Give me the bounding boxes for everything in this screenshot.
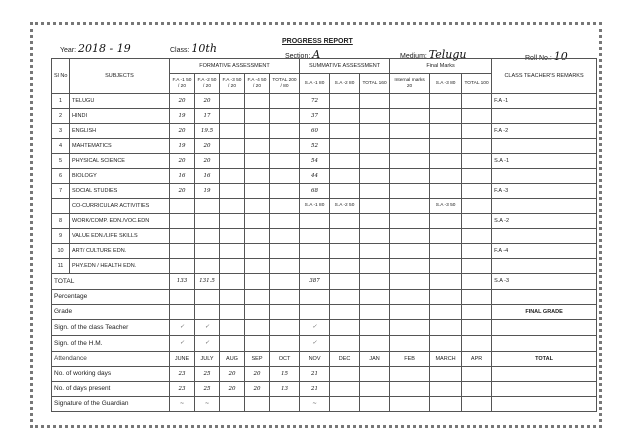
present-days-label: No. of days present [52,382,170,397]
row-number [52,199,70,214]
class-value: 10th [191,42,217,55]
month-header: DEC [330,352,360,367]
sa1-mark: 52 [300,139,330,154]
fa1-header: F.A -1 50 / 20 [170,74,195,94]
final-total-header: TOTAL 100 [462,74,492,94]
row-number: 9 [52,229,70,244]
subject-name: WORK/COMP. EDN./VOC.EDN [70,214,170,229]
fa1-mark: 20 [170,154,195,169]
row-number: 3 [52,124,70,139]
subject-name: MAHTEMATICS [70,139,170,154]
working-days-value: 21 [300,367,330,382]
row-number: 2 [52,109,70,124]
remarks-header: CLASS TEACHER'S REMARKS [492,59,597,94]
subject-name: TELUGU [70,94,170,109]
sa2-header: S.A -2 80 [330,74,360,94]
fa3-header: F.A -3 50 / 20 [220,74,245,94]
month-header: JAN [360,352,390,367]
hm-signature: ✓ [300,336,330,352]
teacher-signature: ✓ [195,320,220,336]
sa1-mark: 54 [300,154,330,169]
present-days-value: 20 [245,382,270,397]
fa1-mark: 19 [170,109,195,124]
present-days-value: 13 [270,382,300,397]
month-header: AUG [220,352,245,367]
remark-cell: S.A -3 [492,274,597,290]
remark-cell: F.A -1 [492,94,597,109]
guardian-signature: ~ [300,397,330,412]
grade-label: Grade [52,305,170,320]
remark-cell [492,199,597,214]
coc-sa3: S.A -3 50 [430,199,462,214]
total-sa1: 387 [300,274,330,290]
remark-cell: F.A -3 [492,184,597,199]
subject-name: ENGLISH [70,124,170,139]
fa2-mark: 20 [195,154,220,169]
fa1-mark: 20 [170,184,195,199]
fa1-mark: 19 [170,139,195,154]
present-days-value: 25 [195,382,220,397]
total-fa1: 133 [170,274,195,290]
month-header: MARCH [430,352,462,367]
sl-no-header: Sl No [52,59,70,94]
fa1-mark: 20 [170,94,195,109]
percentage-label: Percentage [52,290,170,305]
year-value: 2018 - 19 [78,42,131,55]
row-number: 7 [52,184,70,199]
attendance-label: Attendance [52,352,170,367]
fa2-mark: 17 [195,109,220,124]
subject-name: PHYSICAL SCIENCE [70,154,170,169]
total-fa2: 131.5 [195,274,220,290]
formative-header: FORMATIVE ASSESSMENT [170,59,300,74]
fa2-header: F.A -2 50 / 20 [195,74,220,94]
month-header: JUNE [170,352,195,367]
sa3-header: S.A -3 80 [430,74,462,94]
guardian-signature: ~ [170,397,195,412]
row-number: 5 [52,154,70,169]
subject-name: CO-CURRICULAR ACTIVITIES [70,199,170,214]
fa1-mark: 16 [170,169,195,184]
section-label: Section: [285,53,311,60]
sa-total-header: TOTAL 160 [360,74,390,94]
present-days-value: 21 [300,382,330,397]
remark-cell: S.A -2 [492,214,597,229]
total-label: TOTAL [52,274,170,290]
month-header: JULY [195,352,220,367]
fa2-mark: 16 [195,169,220,184]
final-grade-label: FINAL GRADE [492,305,597,320]
rollno-value: 10 [553,50,568,63]
year-label: Year: [60,47,77,54]
month-header: OCT [270,352,300,367]
summative-header: SUMMATIVE ASSESSMENT [300,59,390,74]
internal-header: Internal marks 20 [390,74,430,94]
guardian-sign-label: Signature of the Guardian [52,397,170,412]
rollno-label: Roll No.: [525,55,552,62]
subjects-header: SUBJECTS [70,59,170,94]
fa1-mark: 20 [170,124,195,139]
fa2-mark: 20 [195,94,220,109]
remark-cell [492,109,597,124]
row-number: 4 [52,139,70,154]
fa2-mark: 20 [195,139,220,154]
sa1-mark: 44 [300,169,330,184]
sa1-header: S.A -1 80 [300,74,330,94]
final-marks-header: Final Marks [390,59,492,74]
section-value: A [312,48,321,61]
teacher-signature: ✓ [170,320,195,336]
present-days-value: 23 [170,382,195,397]
month-header: NOV [300,352,330,367]
remark-cell [492,169,597,184]
month-header: SEP [245,352,270,367]
row-number: 10 [52,244,70,259]
subject-name: HINDI [70,109,170,124]
month-header: TOTAL [492,352,597,367]
month-header: APR [462,352,492,367]
row-number: 11 [52,259,70,274]
working-days-value: 20 [245,367,270,382]
teacher-sign-label: Sign. of the class Teacher [52,320,170,336]
subject-name: PHY.EDN / HEALTH EDN. [70,259,170,274]
working-days-label: No. of working days [52,367,170,382]
medium-label: Medium: [400,53,427,60]
subject-name: VALUE EDN./LIFE SKILLS [70,229,170,244]
fa2-mark: 19 [195,184,220,199]
row-number: 6 [52,169,70,184]
coc-sa1: S.A -1 80 [300,199,330,214]
row-number: 1 [52,94,70,109]
guardian-signature: ~ [195,397,220,412]
subject-name: BIOLOGY [70,169,170,184]
sa1-mark: 60 [300,124,330,139]
class-label: Class: [170,47,190,54]
fa4-header: F.A -4 50 / 20 [245,74,270,94]
hm-signature: ✓ [170,336,195,352]
month-header: FEB [390,352,430,367]
sa1-mark: 72 [300,94,330,109]
remark-cell [492,259,597,274]
progress-table [51,58,597,412]
sa1-mark: 37 [300,109,330,124]
working-days-value: 20 [220,367,245,382]
remark-cell: F.A -2 [492,124,597,139]
working-days-value: 15 [270,367,300,382]
remark-cell [492,139,597,154]
remark-cell: F.A -4 [492,244,597,259]
present-days-value: 20 [220,382,245,397]
hm-sign-label: Sign. of the H.M. [52,336,170,352]
sa1-mark: 68 [300,184,330,199]
fa2-mark: 19.5 [195,124,220,139]
subject-name: SOCIAL STUDIES [70,184,170,199]
class-field [170,42,217,55]
working-days-value: 23 [170,367,195,382]
year-field [60,42,131,55]
fa-total-header: TOTAL 200 / 80 [270,74,300,94]
hm-signature: ✓ [195,336,220,352]
medium-value: Telugu [428,48,467,61]
remark-cell [492,229,597,244]
working-days-value: 25 [195,367,220,382]
page-title: PROGRESS REPORT [282,38,353,45]
teacher-signature: ✓ [300,320,330,336]
coc-sa2: S.A -2 50 [330,199,360,214]
row-number: 8 [52,214,70,229]
subject-name: ART/ CULTURE EDN. [70,244,170,259]
remark-cell: S.A -1 [492,154,597,169]
